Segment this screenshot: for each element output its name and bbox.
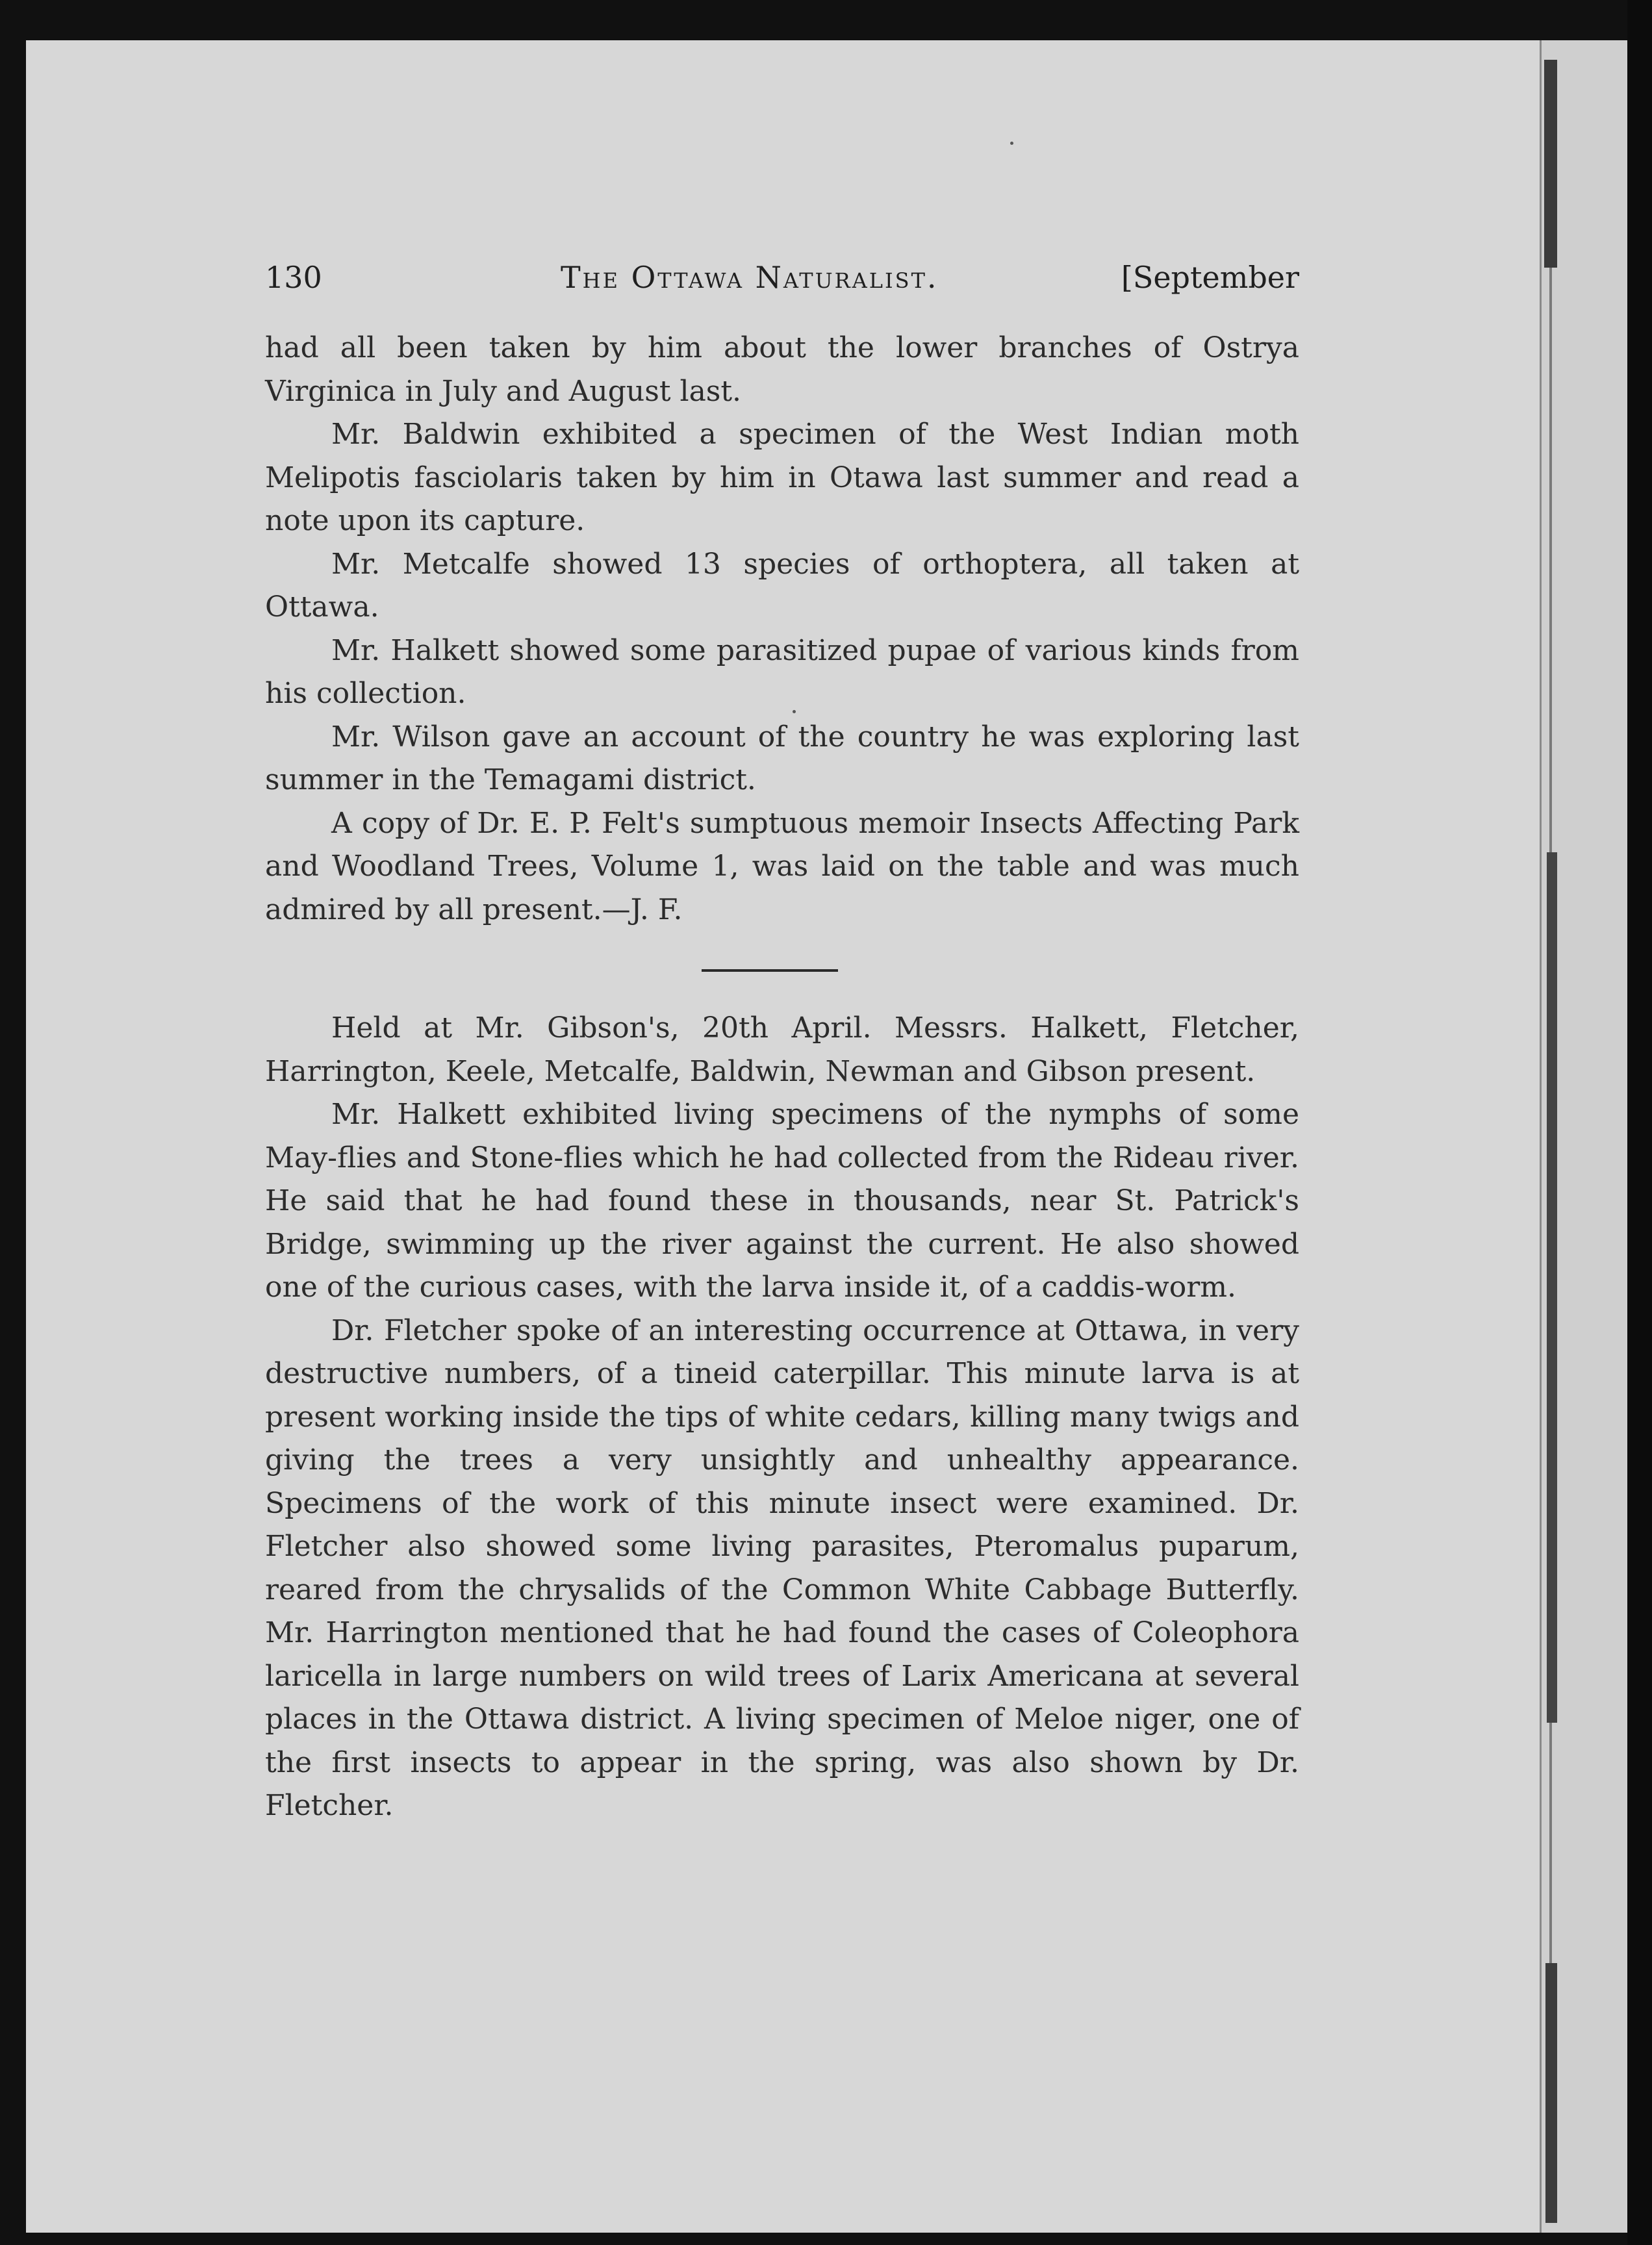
paragraph: Mr. Halkett showed some parasitized pupae of various kinds from his collection. <box>265 633 1299 710</box>
paragraph: Mr. Halkett exhibited living specimens of the nymphs of some May-flies and Stone-flies which he had collected from the Rideau river. He said that he had found these in thousands, near St. Patrick's Bridge, swimming up the river against the current. He also showed one of the curious cases, with the larva inside it, of a caddis-worm. <box>265 1098 1299 1304</box>
paragraph: Dr. Fletcher spoke of an interesting occurrence at Ottawa, in very destructive numbers, of a tineid caterpillar. This minute larva is at present working inside the tips of white cedars, killing many twigs and giving the trees a very unsightly and unhealthy appearance. Specimens of the work of this minute insect were examined. Dr. Fletcher also showed some living parasites, Pteromalus puparum, reared from the chrysalids of the Common White Cabbage Butterfly. Mr. Harrington mentioned that he had found the cases of Coleophora laricella in large numbers on wild trees of Larix Americana at several places in the Ottawa district. A living specimen of Meloe niger, one of the first insects to appear in the spring, was also shown by Dr. Fletcher. <box>265 1313 1299 1822</box>
page-edge-line <box>1549 268 1552 852</box>
journal-title: The Ottawa Naturalist. <box>561 260 939 295</box>
section-divider <box>702 969 838 972</box>
meeting-report-continued <box>265 327 1299 932</box>
paragraph: Mr. Metcalfe showed 13 species of orthoptera, all taken at Ottawa. <box>265 547 1299 624</box>
dust-speck <box>1010 142 1013 145</box>
page-edge-shadow <box>1544 60 1557 268</box>
paragraph: A copy of Dr. E. P. Felt's sumptuous memoir Insects Affecting Park and Woodland Trees, Volume 1, was laid on the table and was much admired by all present.—J. F. <box>265 806 1299 926</box>
paragraph: had all been taken by him about the lower branches of Ostrya Virginica in July and August last. <box>265 331 1299 408</box>
adjacent-page-edge <box>1540 40 1629 2233</box>
paragraph: Mr. Baldwin exhibited a specimen of the West Indian moth Melipotis fasciolaris taken by him in Otawa last summer and read a note upon its capture. <box>265 418 1299 537</box>
page-edge-line <box>1549 1723 1552 1963</box>
paragraph: Mr. Wilson gave an account of the country he was exploring last summer in the Temagami district. <box>265 720 1299 796</box>
issue-month: [September <box>1121 260 1299 295</box>
scan-right-edge <box>1627 0 1652 2245</box>
page-number: 130 <box>265 260 322 295</box>
scan-bottom-edge <box>26 2233 1627 2245</box>
paragraph: Held at Mr. Gibson's, 20th April. Messrs. Halkett, Fletcher, Harrington, Keele, Metcalfe, Baldwin, Newman and Gibson present. <box>265 1011 1299 1088</box>
page-edge-shadow <box>1547 852 1557 1723</box>
running-head <box>265 260 1299 305</box>
page-edge-shadow <box>1545 1963 1557 2223</box>
meeting-report-april <box>265 1007 1299 1828</box>
